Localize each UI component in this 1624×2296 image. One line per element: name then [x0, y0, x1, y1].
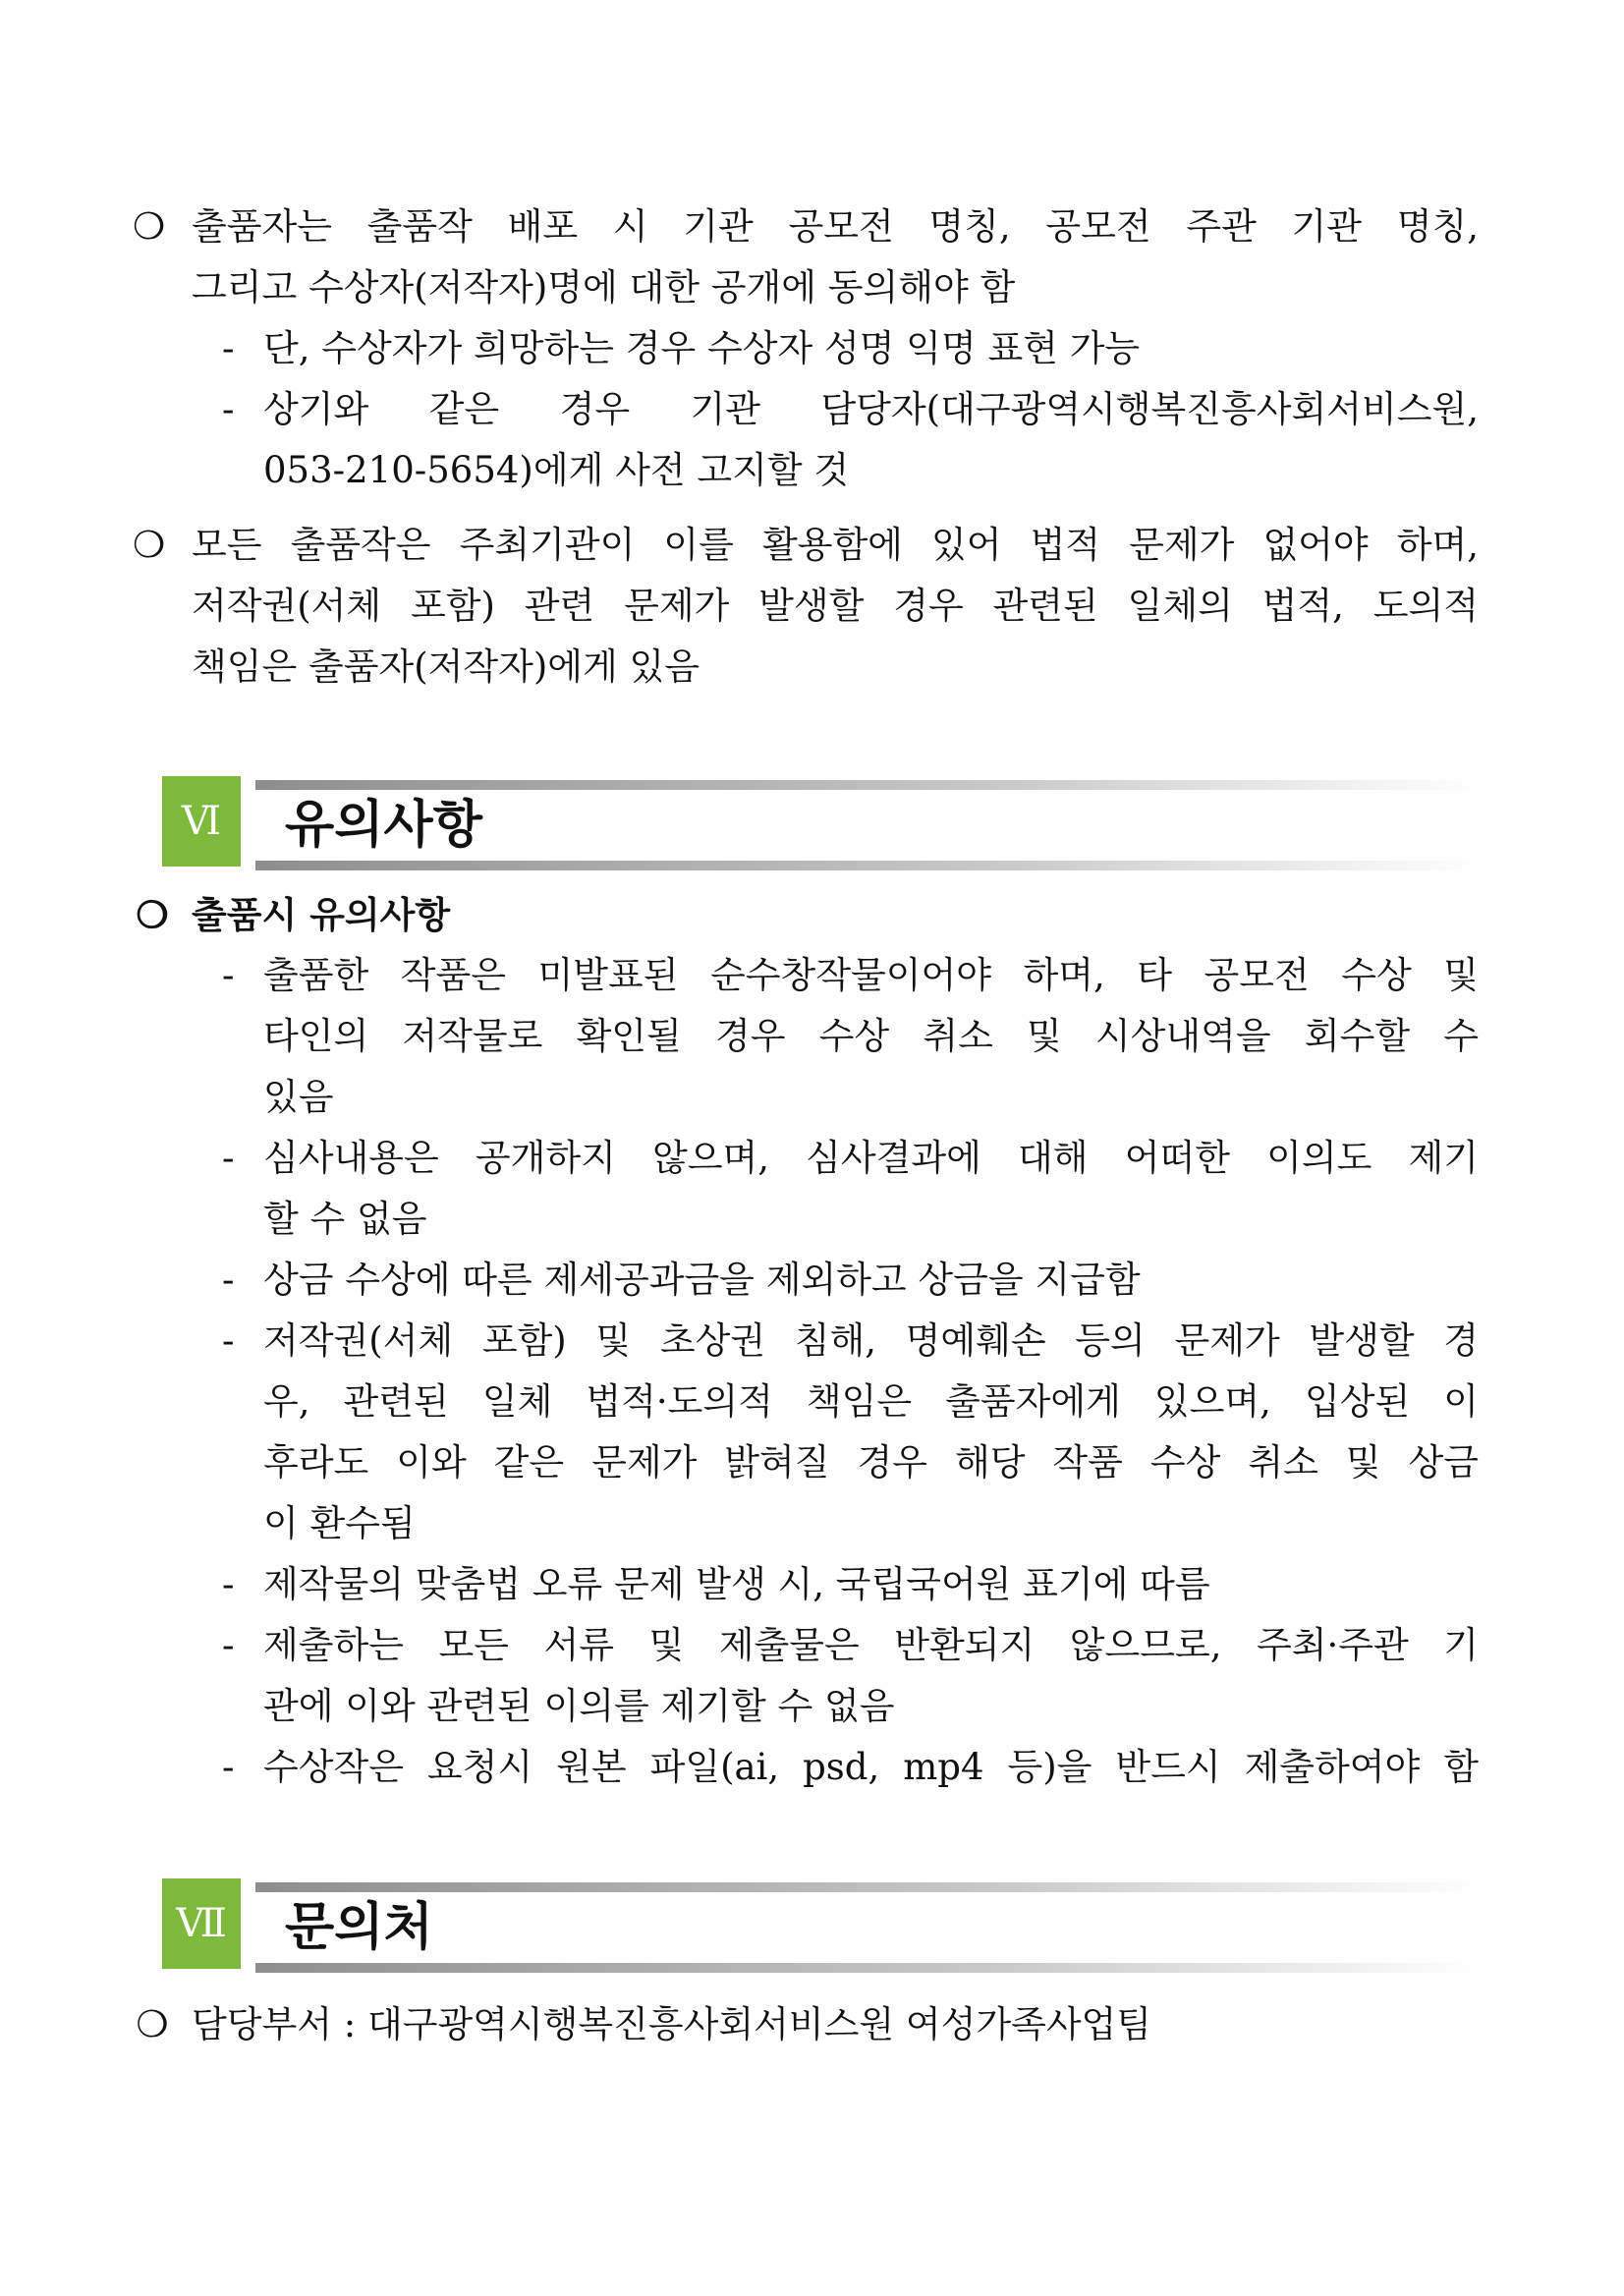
paragraph-line — [136, 884, 1479, 945]
circle-bullet-icon: ❍ — [136, 893, 169, 936]
line-text: 책임은 출품자(저작자)에게 있음 — [192, 645, 700, 688]
section-header-precautions — [162, 776, 1479, 867]
list-item — [222, 1128, 1479, 1250]
circle-bullet-icon: ❍ — [133, 205, 166, 248]
paragraph-line — [263, 1372, 1479, 1432]
dash-marker: - — [222, 1746, 235, 1788]
list-item — [222, 1311, 1479, 1554]
header-rule-top — [255, 780, 1479, 790]
paragraph-line — [263, 1432, 1479, 1493]
paragraph-line — [263, 1006, 1479, 1067]
section-title: 유의사항 — [285, 796, 482, 855]
paragraph-line — [222, 379, 1479, 440]
list-item — [222, 1554, 1479, 1615]
sub-item-notify — [222, 379, 1479, 501]
line-text: 단, 수상자가 희망하는 경우 수상자 성명 익명 표현 가능 — [263, 327, 1141, 369]
line-text: 상기와 같은 경우 기관 담당자(대구광역시행복진흥사회서비스원, — [263, 388, 1479, 430]
dash-marker: - — [222, 388, 235, 430]
line-text: 053-210-5654)에게 사전 고지할 것 — [263, 449, 850, 491]
paragraph-line — [222, 1311, 1479, 1372]
sub-item-anonymous — [222, 318, 1479, 379]
paragraph-line — [133, 196, 1479, 257]
header-rule-bottom — [255, 1963, 1479, 1973]
line-text: 수상작은 요청시 원본 파일(ai, psd, mp4 등)을 반드시 제출하여야 함 — [263, 1746, 1479, 1788]
line-text: 그리고 수상자(저작자)명에 대한 공개에 동의해야 함 — [192, 266, 1016, 308]
line-text: 출품자는 출품작 배포 시 기관 공모전 명칭, 공모전 주관 기관 명칭, — [192, 205, 1479, 248]
paragraph-line — [263, 1189, 1479, 1250]
paragraph-line — [222, 1250, 1479, 1311]
paragraph-line — [192, 257, 1479, 318]
line-text: 상금 수상에 따른 제세공과금을 제외하고 상금을 지급함 — [263, 1259, 1141, 1301]
paragraph-line — [222, 1737, 1479, 1798]
line-text: 모든 출품작은 주최기관이 이를 활용함에 있어 법적 문제가 없어야 하며, — [192, 524, 1479, 566]
line-text: 담당부서 : 대구광역시행복진흥사회서비스원 여성가족사업팀 — [192, 2003, 1152, 2045]
precautions-heading — [136, 884, 1479, 945]
dash-marker: - — [222, 1259, 235, 1301]
header-rule-bottom — [255, 861, 1479, 870]
paragraph-line — [222, 1615, 1479, 1676]
list-item — [222, 945, 1479, 1128]
list-item — [222, 1250, 1479, 1311]
paragraph-line — [263, 1493, 1479, 1554]
section-number-box: Ⅶ — [162, 1878, 241, 1969]
dash-marker: - — [222, 1624, 235, 1666]
paragraph-line — [222, 945, 1479, 1006]
line-text: 할 수 없음 — [263, 1198, 427, 1240]
notice-block-disclosure — [133, 196, 1479, 318]
dash-marker: - — [222, 1319, 235, 1362]
line-text: 있음 — [263, 1076, 334, 1118]
circle-bullet-icon: ❍ — [133, 524, 166, 566]
line-text: 심사내용은 공개하지 않으며, 심사결과에 대해 어떠한 이의도 제기 — [263, 1137, 1479, 1179]
section-header-contact — [162, 1878, 1479, 1969]
line-text: 후라도 이와 같은 문제가 밝혀질 경우 해당 작품 수상 취소 및 상금 — [263, 1441, 1479, 1484]
paragraph-line — [263, 1676, 1479, 1737]
paragraph-line — [222, 318, 1479, 379]
paragraph-line — [263, 1067, 1479, 1128]
line-text: 저작권(서체 포함) 관련 문제가 발생할 경우 관련된 일체의 법적, 도의적 — [192, 585, 1479, 627]
paragraph-line — [136, 1994, 1479, 2055]
contact-line — [136, 1994, 1479, 2055]
section-title: 문의처 — [285, 1898, 433, 1957]
list-item — [222, 1615, 1479, 1737]
paragraph-line — [222, 1554, 1479, 1615]
paragraph-line — [263, 440, 1479, 501]
dash-marker: - — [222, 1137, 235, 1179]
notice-block-legal — [133, 515, 1479, 698]
line-text: 타인의 저작물로 확인될 경우 수상 취소 및 시상내역을 회수할 수 — [263, 1015, 1479, 1057]
dash-marker: - — [222, 954, 235, 996]
paragraph-line — [222, 1128, 1479, 1189]
line-text: 출품시 유의사항 — [192, 893, 451, 936]
dash-marker: - — [222, 327, 235, 369]
line-text: 관에 이와 관련된 이의를 제기할 수 없음 — [263, 1685, 895, 1727]
paragraph-line — [192, 576, 1479, 637]
line-text: 출품한 작품은 미발표된 순수창작물이어야 하며, 타 공모전 수상 및 — [263, 954, 1479, 996]
line-text: 이 환수됨 — [263, 1502, 416, 1544]
paragraph-line — [133, 515, 1479, 576]
line-text: 저작권(서체 포함) 및 초상권 침해, 명예훼손 등의 문제가 발생할 경 — [263, 1319, 1479, 1362]
paragraph-line — [192, 637, 1479, 698]
section-number-box: Ⅵ — [162, 776, 241, 867]
dash-marker: - — [222, 1563, 235, 1605]
circle-bullet-icon: ❍ — [136, 2003, 169, 2045]
header-rule-top — [255, 1882, 1479, 1892]
line-text: 제작물의 맞춤법 오류 문제 발생 시, 국립국어원 표기에 따름 — [263, 1563, 1210, 1605]
line-text: 제출하는 모든 서류 및 제출물은 반환되지 않으므로, 주최·주관 기 — [263, 1624, 1479, 1666]
list-item — [222, 1737, 1479, 1798]
line-text: 우, 관련된 일체 법적·도의적 책임은 출품자에게 있으며, 입상된 이 — [263, 1380, 1479, 1423]
